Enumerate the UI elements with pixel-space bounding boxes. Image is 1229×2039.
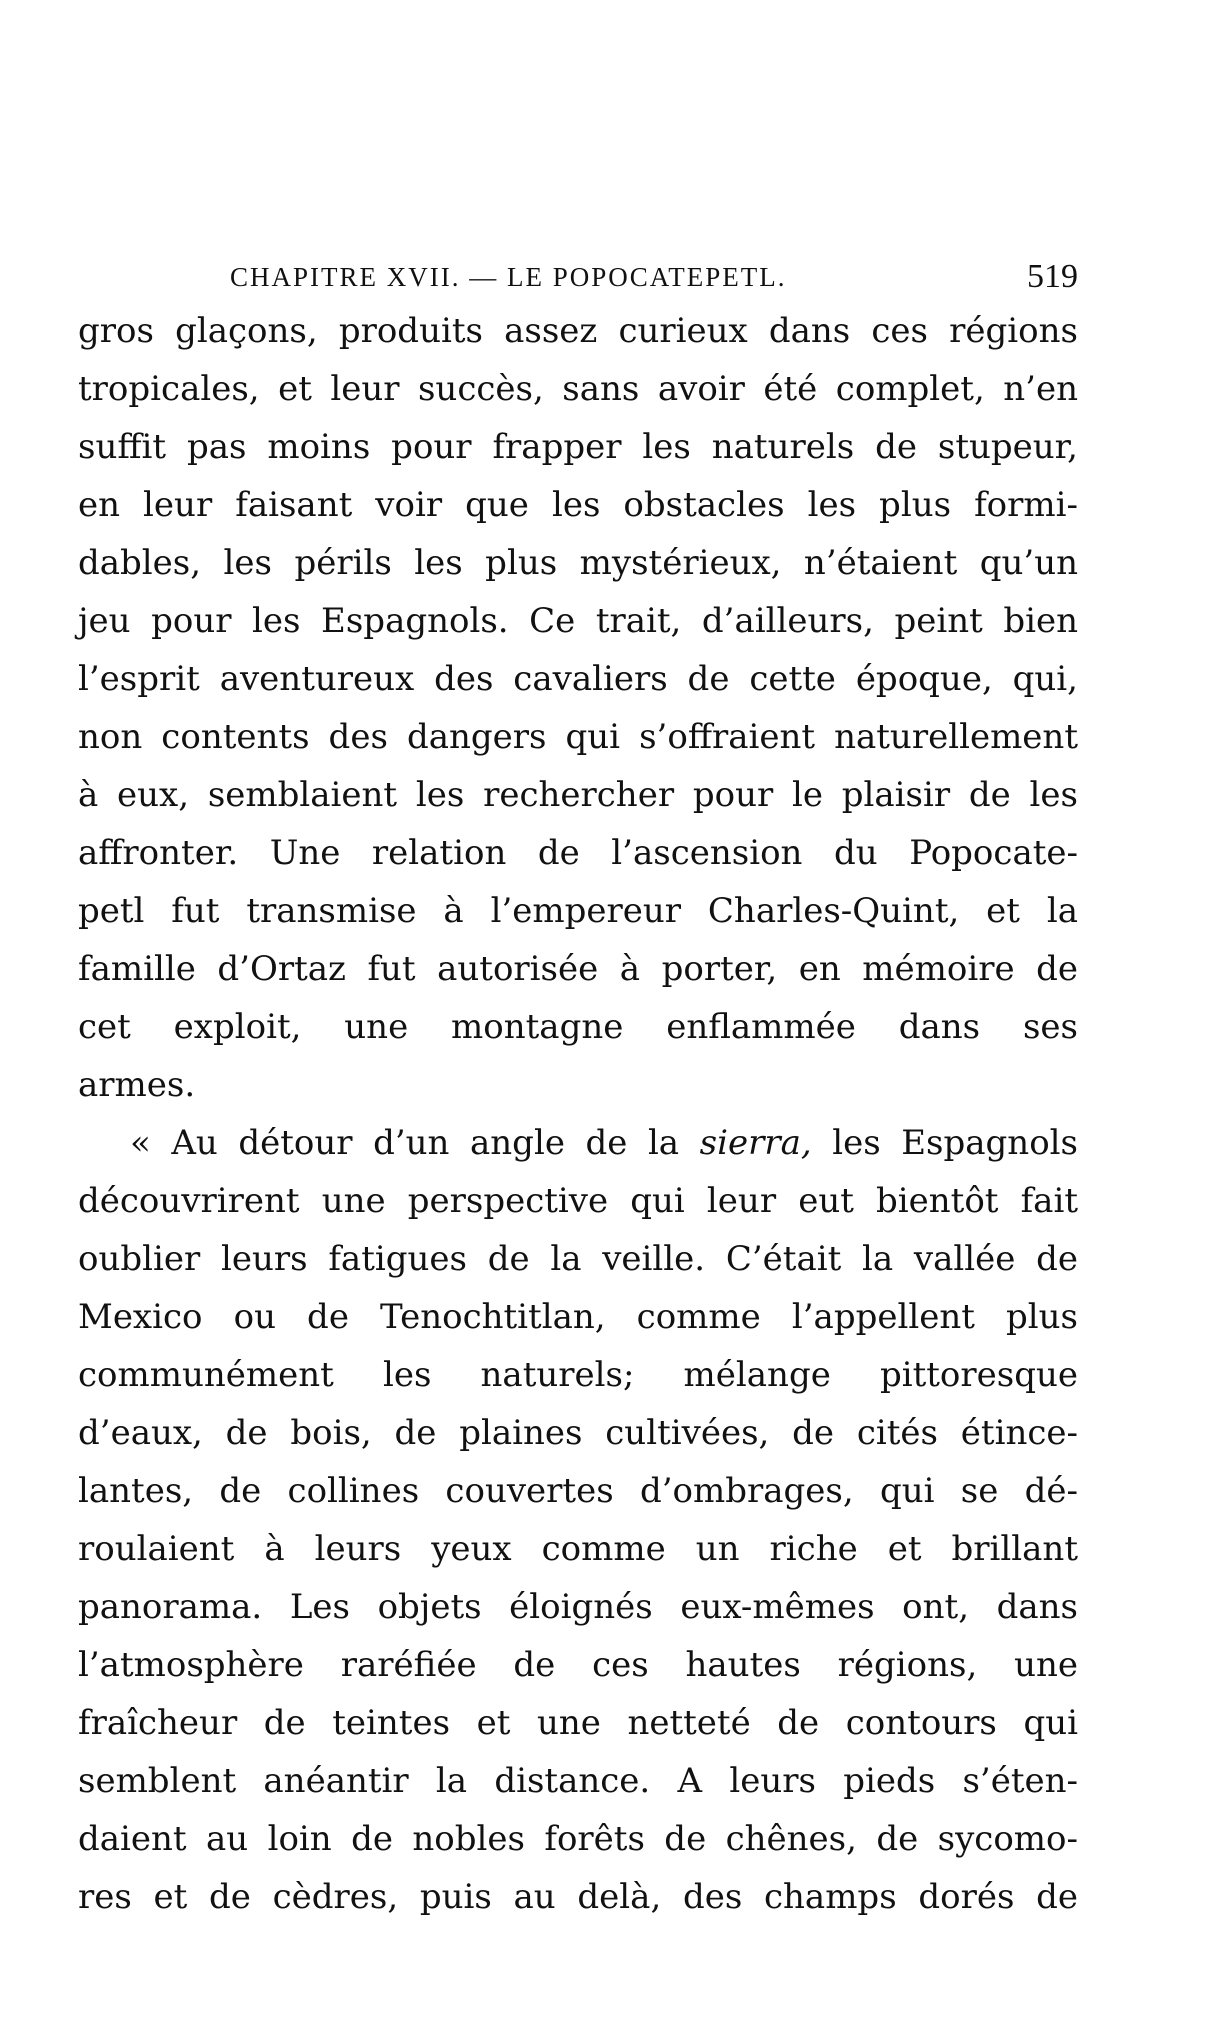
running-head [78,258,1078,302]
text-line: l’atmosphère raréfiée de ces hautes régions, une [78,1645,1078,1685]
text-run: « Au détour d’un angle de la [130,1123,700,1163]
text-line: fraîcheur de teintes et une netteté de contours qui [78,1703,1078,1743]
text-line: petl fut transmise à l’empereur Charles-Quint, et la [78,891,1078,931]
text-line: en leur faisant voir que les obstacles les plus formi- [78,485,1078,525]
text-line: tropicales, et leur succès, sans avoir été complet, n’en [78,369,1078,409]
text-line: oublier leurs fatigues de la veille. C’était la vallée de [78,1239,1078,1279]
text-line: découvrirent une perspective qui leur eut bientôt fait [78,1181,1078,1221]
text-line: semblent anéantir la distance. A leurs pieds s’éten- [78,1761,1078,1801]
text-line [78,1114,1078,1172]
text-line: Mexico ou de Tenochtitlan, comme l’appellent plus [78,1297,1078,1337]
text-line: d’eaux, de bois, de plaines cultivées, de cités étince- [78,1413,1078,1453]
body-text [78,302,1078,1926]
page-number: 519 [1027,258,1078,295]
paragraph [78,1114,1078,1926]
text-line: l’esprit aventureux des cavaliers de cette époque, qui, [78,659,1078,699]
text-line: roulaient à leurs yeux comme un riche et brillant [78,1529,1078,1569]
running-title: CHAPITRE XVII. — LE POPOCATEPETL. [230,262,787,292]
text-line: affronter. Une relation de l’ascension du Popocate- [78,833,1078,873]
text-line: dables, les périls les plus mystérieux, n’étaient qu’un [78,543,1078,583]
text-line: cet exploit, une montagne enflammée dans ses [78,1007,1078,1047]
text-line: jeu pour les Espagnols. Ce trait, d’ailleurs, peint bien [78,601,1078,641]
text-line: daient au loin de nobles forêts de chênes, de sycomo- [78,1819,1078,1859]
text-line: non contents des dangers qui s’offraient naturellement [78,717,1078,757]
text-line: suffit pas moins pour frapper les naturels de stupeur, [78,427,1078,467]
text-run: les Espagnols [811,1123,1078,1163]
text-line: à eux, semblaient les rechercher pour le plaisir de les [78,775,1078,815]
italic-word: sierra, [699,1123,812,1163]
text-line: gros glaçons, produits assez curieux dans ces régions [78,311,1078,351]
text-line: armes. [78,1065,196,1105]
text-line: panorama. Les objets éloignés eux-mêmes ont, dans [78,1587,1078,1627]
text-line: communément les naturels; mélange pittoresque [78,1355,1078,1395]
paragraph [78,302,1078,1114]
text-line: res et de cèdres, puis au delà, des champs dorés de [78,1877,1078,1917]
text-line: famille d’Ortaz fut autorisée à porter, en mémoire de [78,949,1078,989]
text-line: lantes, de collines couvertes d’ombrages, qui se dé- [78,1471,1078,1511]
